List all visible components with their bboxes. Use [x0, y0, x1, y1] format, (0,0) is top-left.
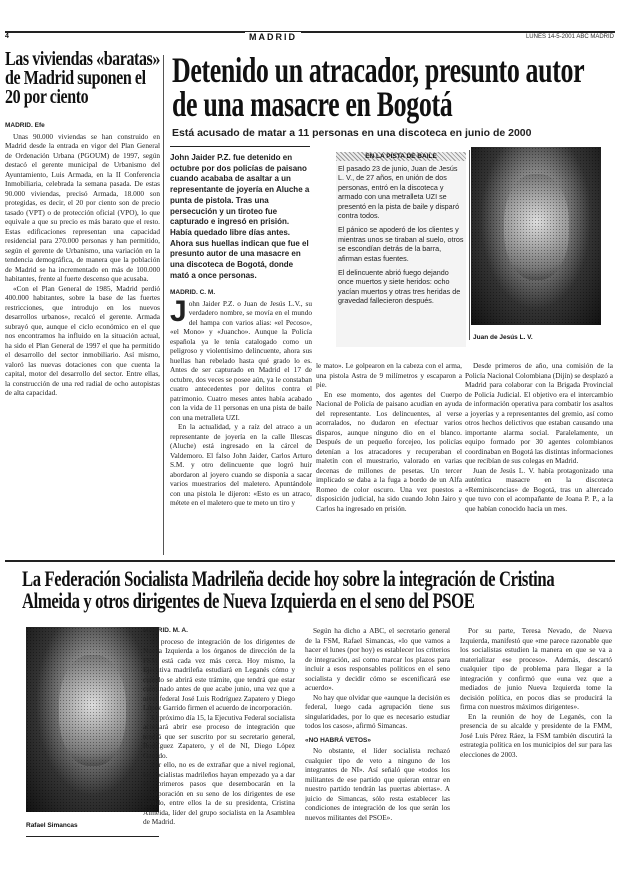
- main-subheadline: Está acusado de matar a 11 personas en una discoteca en junio de 2000: [172, 127, 532, 139]
- paragraph: Por ello, no es de extrañar que a nivel regional, los socialistas madrileños hayan empezado ya a dar los primeros pasos que desembocarán en la incorporación en su seno de los dirigentes de ese partido, entre ellos la de su presidenta, Cristina Almeida, líder del grupo socialista en la Asamblea de Madrid.: [143, 760, 295, 826]
- photo-caption: Juan de Jesús L. V.: [473, 334, 533, 341]
- paragraph: En la reunión de hoy de Leganés, con la presencia de su alcalde y presidente de la FMM, José Luis Pérez Ráez, la FSM también discutirá la estrategia política en los municipios del sur para las elecciones de 2003.: [460, 711, 612, 759]
- paragraph: En la actualidad, y a raíz del atraco a un representante de joyería en la calle Illescas (Aluche) está ingresado en la cárcel de Valdemoro. El falso John Jaider, Carlos Arturo S.M. y otro delincuente que logró huir abordaron al joyero cuando se disponía a sacar varios muestrarios del maletero. Apuntándole con una pistola le dijeron: «Esto es un atraco, métete en el maletero que te meto un tiro y: [170, 422, 312, 507]
- side-headline: Las viviendas «baratas» de Madrid suponen el 20 por ciento: [5, 49, 160, 108]
- main-headline: Detenido un atracador, presunto autor de una masacre en Bogotá: [172, 50, 584, 124]
- header-rule: [5, 31, 615, 33]
- paragraph: le mato». Le golpearon en la cabeza con el arma, una pistola Astra de 9 milímetros y escaparon a pie.: [316, 361, 462, 389]
- main-byline: MADRID. C. M.: [170, 289, 216, 296]
- paragraph: Según ha dicho a ABC, el secretario general de la FSM, Rafael Simancas, «lo que vamos a hacer el lunes (por hoy) es establecer los criterios de integración, así como marcar los plazos para incluir a esos responsables políticos en el seno socialista y decidir cómo se escenificará ese acuerdo».: [305, 626, 450, 692]
- column-divider: [469, 150, 470, 340]
- sidebar-box: [336, 152, 466, 347]
- paragraph: No obstante, el líder socialista rechazó cualquier tipo de veto a ninguno de los integrantes de NI». Así señaló que «todos los militantes de ese partido que quieran entrar en nuestro partido tendrán las puertas abiertas». A juicio de Simancas, sólo resta establecer las condiciones de integración de los que serán los nuevos militantes del PSOE».: [305, 746, 450, 822]
- box-paragraph: El pánico se apoderó de los clientes y mientras unos se tiraban al suelo, otros se escondían detrás de la barra, afirman estas fuentes.: [338, 225, 464, 263]
- page-number: 4: [5, 33, 9, 40]
- column-divider: [163, 55, 164, 555]
- main-column-3: [465, 361, 613, 556]
- paragraph: No hay que olvidar que «aunque la decisión es federal, luego cada agrupación tiene sus singularidades, por lo que es necesario estudiar todos los casos», afirmó Simancas.: [305, 692, 450, 730]
- photo-caption: Rafael Simancas: [26, 822, 78, 829]
- caption-rule: [26, 836, 159, 837]
- paragraph: Desde primeros de año, una comisión de la Policía Nacional Colombiana (Dijín) se desplazó a Madrid para colaborar con la Brigada Provincial de Policía Judicial. El objetivo era el intercambio de información operativa para combatir los asaltos a joyerías y a representantes del gremio, así como otros hechos delictivos que estaban causando una importante alarma social. Paralelamente, un equipo formado por 30 agentes colombianos coordinaban en Bogotá las distintas informaciones que recibían de sus colegas en Madrid.: [465, 361, 613, 465]
- politician-photo: [26, 627, 159, 812]
- drop-cap: J: [170, 294, 187, 328]
- paragraph: ohn Jaider P.Z. o Juan de Jesús L.V., su verdadero nombre, se movía en el mundo del hampa con varios alias: «el Pecoso», «el Mono» y «Juancho». Aunque la Policía española ya le tenía catalogado como un peligroso y violentísimo delincuente, ahora sus huellas han rebelado hasta qué grado lo es. Antes de ser capturado en Madrid el 17 de octubre, dos veces se posee aún, ya le constaban cuatro antecedentes por delitos contra el patrimonio. Cuatro meses antes había acabado con la vida de 11 personas en una pista de baile con una metralleta UZI.: [170, 298, 312, 422]
- paragraph: En ese momento, dos agentes del Cuerpo Nacional de Policía de paisano acudían en ayuda del representante. Los delincuentes, al verse acorralados, no dudaron en efectuar varios disparos, aunque ninguno dio en el blanco. Después de un pequeño forcejeo, los policías detenían a los atracadores y recuperaban el maletín con el muestrario, valorado en varias decenas de millones de pesetas. Un tercer implicado se daba a la fuga a bordo de un Alfa Romeo de color oscuro. Una vez puestos a disposición judicial, ha sido cuando John Jairo y Carlos ha ingresado en prisión.: [316, 389, 462, 513]
- main-column-2: [316, 361, 462, 556]
- side-byline: MADRID. Efe: [5, 122, 45, 129]
- box-paragraph: El pasado 23 de junio, Juan de Jesús L. V., de 27 años, en unión de dos personas, entró en la discoteca y armado con una metralleta UZI se presentó en la pista de baile y disparó contra todos.: [338, 164, 460, 221]
- paragraph: «Con el Plan General de 1985, Madrid perdió 400.000 habitantes, sobre la base de las fuertes restricciones, que introdujo en los nuevos desarrollos urbanos», recalcó el gerente. Armada subrayó que, aunque el ciclo económico en el que nos encontramos ha influido en la situación actual, ha sido el Plan General de 1997 el que ha permitido el desarrollo del sector inmobiliario. Así mismo, valoró las nuevas dotaciones con que cuenta la capital, motor del desarrollo del sector. Entre ellas, la construcción de una red radial de ocho autopistas de alta capacidad.: [5, 283, 160, 397]
- section-title: MADRID: [245, 32, 301, 42]
- bottom-column-3: [460, 626, 612, 856]
- article-separator: [5, 560, 615, 562]
- paragraph: El próximo día 15, la Ejecutiva Federal socialista acordará abrir ese proceso de integración que tendrá que ser suscrito por su secretario general, Rodríguez Zapatero, y el de NI, Diego López Garrido.: [143, 712, 295, 760]
- summary-rule: [170, 146, 310, 147]
- paragraph: El proceso de integración de los dirigentes de Nueva Izquierda a los órganos de dirección de la FSM está cada vez más cerca. Hoy mismo, la Ejecutiva madrileña estudiará en Leganés cómo y cuándo se abrirá este trámite, que tendrá que estar culminado antes de que acabe junio, una vez que a nivel federal José Luis Rodríguez Zapatero y Diego López Garrido firmen el acuerdo de incorporación.: [143, 636, 295, 712]
- bottom-column-1: [143, 626, 295, 856]
- issue-date: LUNES 14-5-2001 ABC MADRID: [525, 34, 614, 40]
- subheading: «NO HABRÁ VETOS»: [305, 736, 371, 744]
- bottom-headline: La Federación Socialista Madrileña decide hoy sobre la integración de Cristina Almeida y otros dirigentes de Nueva Izquierda en el seno del PSOE: [22, 566, 555, 613]
- side-article: [5, 50, 160, 551]
- bottom-byline: MADRID. M. A.: [143, 627, 188, 634]
- paragraph: Por su parte, Teresa Nevado, de Nueva Izquierda, manifestó que «me parece razonable que los socialistas estudien la manera en que se va a materializar ese proceso». Además, descartó cualquier tipo de problema para llegar a la integración y confirmó que «una vez que a mediados de junio Nueva Izquierda tome la decisión política, en pocos días se producirá la firma con nuestros máximos dirigentes».: [460, 626, 612, 711]
- box-title: EN LA PISTA DE BAILE: [336, 152, 466, 161]
- suspect-photo: [471, 147, 601, 325]
- paragraph: Juan de Jesús L. V. había protagonizado una auténtica masacre en la discoteca «Reminiscencias» de Bogotá, tras un altercado que tuvo con el acompañante de Joana P. P., a la que habían conocido hacía un mes.: [465, 465, 613, 513]
- bottom-column-2: [305, 626, 450, 856]
- main-summary: John Jaider P.Z. fue detenido en octubre por dos policías de paisano cuando acababa de asaltar a un representante de joyería en Aluche a punta de pistola. Tras una persecución y un tiroteo fue capturado e ingresó en prisión. Había quedado libre días antes. Ahora sus huellas indican que fue el presunto autor de una masacre en una discoteca de Bogotá, donde mató a once personas.: [170, 153, 310, 280]
- paragraph: Unas 90.000 viviendas se han construido en Madrid desde la entrada en vigor del Plan General de Ordenación Urbana (PGOUM) de 1997, según destacó el gerente municipal de Urbanismo del Ayuntamiento, Luis Armada, en la II Conferencia Inmobiliaria, celebrada la semana pasada. De estas 90.000 viviendas, precisó Armada, 18.000 son protegidas, es decir, el 20 por ciento son de precio tasado (VPT) o de protección oficial (VPO), lo que equivale a que su precio es más barato que el resto. Estas edificaciones representan una capacidad residencial para 270.000 personas y han permitido, según el gerente de Urbanismo, una variación en la tendencia demográfica, de manera que la población de Madrid se ha incrementado en más de 100.000 habitantes, frente al fuerte descenso que acusaba.: [5, 131, 160, 283]
- box-paragraph: El delincuente abrió fuego dejando once muertos y siete heridos: ocho yacían muertos y otras tres heridas de gravedad fallecieron después.: [338, 268, 461, 306]
- main-column-1: [170, 288, 312, 556]
